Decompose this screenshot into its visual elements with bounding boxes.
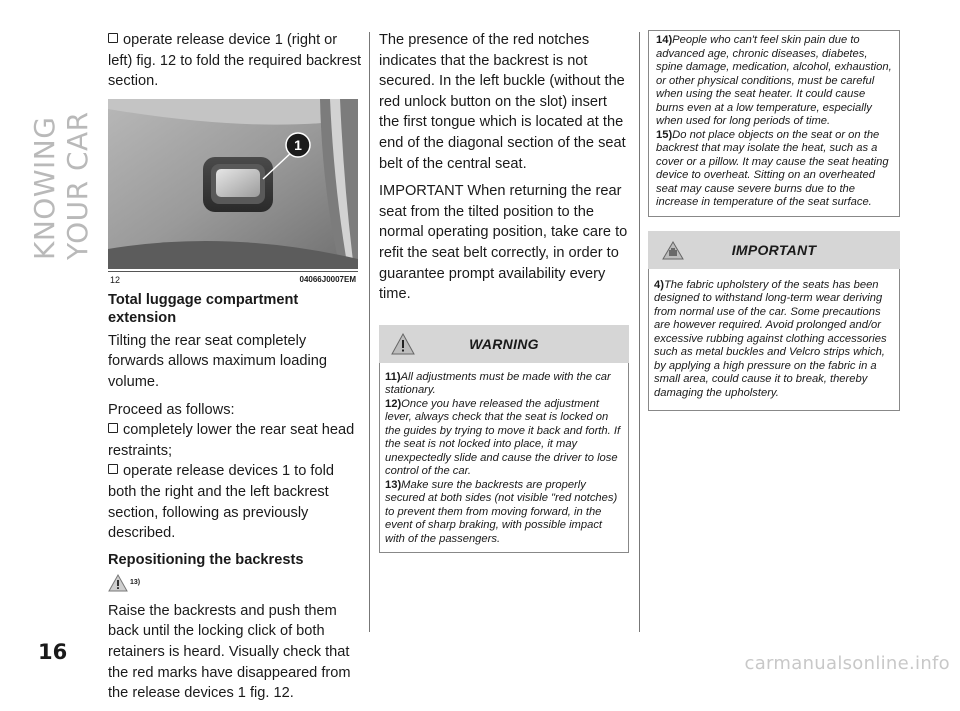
note-number: 11): [385, 370, 401, 383]
note-text: The fabric upholstery of the seats has been designed to withstand long-term wear deriving from normal use of the car. Some precautions are however required. Avoid prolonged and/or excessive rubbing against clothing accessories such as metal buckles and Velcro strips which, by applying a high pressure on the fabric in a small area, could cause it to break, thereby damaging the upholstery.: [654, 278, 887, 399]
paragraph: Proceed as follows:: [108, 401, 235, 418]
warning-notes-continued: [648, 30, 900, 217]
note-item: [656, 34, 895, 129]
note-text: Make sure the backrests are properly secured at both sides (not visible "red notches) to prevent them from moving forward, in the event of sharp braking, with possible impact with of the passengers.: [385, 478, 618, 545]
bullet-text: operate release devices 1 to fold both the right and the left backrest section, following as previously described.: [108, 463, 334, 542]
paragraph: Raise the backrests and push them back until the locking click of both retainers is heard. Visually check that the red marks have disappeared from the release devices 1 fig. 12.: [108, 602, 351, 702]
section-title: KNOWING YOUR CAR: [28, 111, 94, 260]
note-number: 12): [385, 397, 402, 410]
note-text: Do not place objects on the seat or on the backrest that may isolate the heat, such as a cover or a pillow. It may cause the seat heating device to overheat. Sitting on an overheated seat may cause severe burns due to the increase in temperature of the seat surface.: [656, 128, 889, 208]
note-item: [385, 398, 625, 479]
warning-triangle-icon: [108, 573, 128, 593]
figure-code: 04066J0007EM: [299, 274, 356, 284]
note-number: 14): [656, 34, 673, 46]
bullet-text: completely lower the rear seat head restraints;: [108, 422, 355, 459]
figure-number: 12: [110, 274, 121, 285]
note-number: 15): [656, 128, 673, 141]
figure-divider: [108, 271, 358, 272]
caution-hand-icon: [660, 239, 686, 261]
warning-banner: [379, 325, 629, 363]
column-left: [108, 30, 362, 711]
column-right: [648, 30, 900, 411]
figure-12: [108, 99, 358, 289]
note-item: [656, 129, 895, 210]
warning-triangle-icon: [391, 333, 415, 355]
column-divider: [639, 32, 640, 632]
figure-callout: 1: [294, 136, 302, 153]
important-banner: [648, 231, 900, 269]
checkbox-bullet-icon: [108, 423, 118, 433]
bullet-text: operate release device 1 (right or left) fig. 12 to fold the required backrest section.: [108, 32, 362, 90]
paragraph: Tilting the rear seat completely forwards allows maximum loading volume.: [108, 332, 327, 390]
note-item: [385, 479, 625, 547]
heading-repositioning: Repositioning the backrests: [108, 551, 304, 568]
note-item: [385, 371, 625, 398]
watermark: carmanualsonline.info: [744, 653, 950, 674]
heading-luggage-extension: Total luggage compartment extension: [108, 291, 299, 326]
paragraph: [108, 30, 362, 92]
photo-illustration: [108, 99, 358, 269]
warning-ref-number: 13): [130, 578, 141, 586]
column-middle: [379, 30, 629, 553]
note-number: 4): [654, 278, 664, 291]
important-box: [648, 231, 900, 412]
column-divider: [369, 32, 370, 632]
checkbox-bullet-icon: [108, 33, 118, 43]
paragraph: IMPORTANT When returning the rear seat from the tilted position to the normal operating position, take care to refit the seat belt correctly, in order to guarantee prompt availability every time.: [379, 183, 628, 303]
warning-title: WARNING: [469, 335, 539, 352]
important-title: IMPORTANT: [731, 241, 817, 258]
note-text: All adjustments must be made with the car stationary.: [385, 370, 611, 397]
note-item: [654, 279, 896, 401]
page-number: 16: [38, 640, 68, 664]
bullet-item: [108, 461, 362, 543]
note-number: 13): [385, 478, 402, 491]
bullet-item: [108, 420, 362, 461]
checkbox-bullet-icon: [108, 464, 118, 474]
note-text: Once you have released the adjustment lever, always check that the seat is locked on the guides by trying to move it back and forth. If the seat is not locked into place, it may unexpectedly slide and cause the driver to lose control of the car.: [385, 397, 621, 478]
warning-box: [379, 325, 629, 554]
warning-notes: [379, 363, 629, 554]
release-device-photo: [108, 99, 358, 269]
paragraph: The presence of the red notches indicates that the backrest is not secured. In the left buckle (without the red unlock button on the slot) insert the first tongue which is located at the end of the diagonal section of the seat belt of the central seat.: [379, 32, 626, 172]
important-notes: [648, 269, 900, 412]
warning-reference: [108, 573, 362, 595]
note-text: People who can't feel skin pain due to advanced age, chronic diseases, diabetes, spine damage, medication, alcohol, exhaustion, or other physical conditions, must be careful when using the seat heater. It could cause burns even at a low temperature, especially when used for long periods of time.: [656, 34, 892, 127]
